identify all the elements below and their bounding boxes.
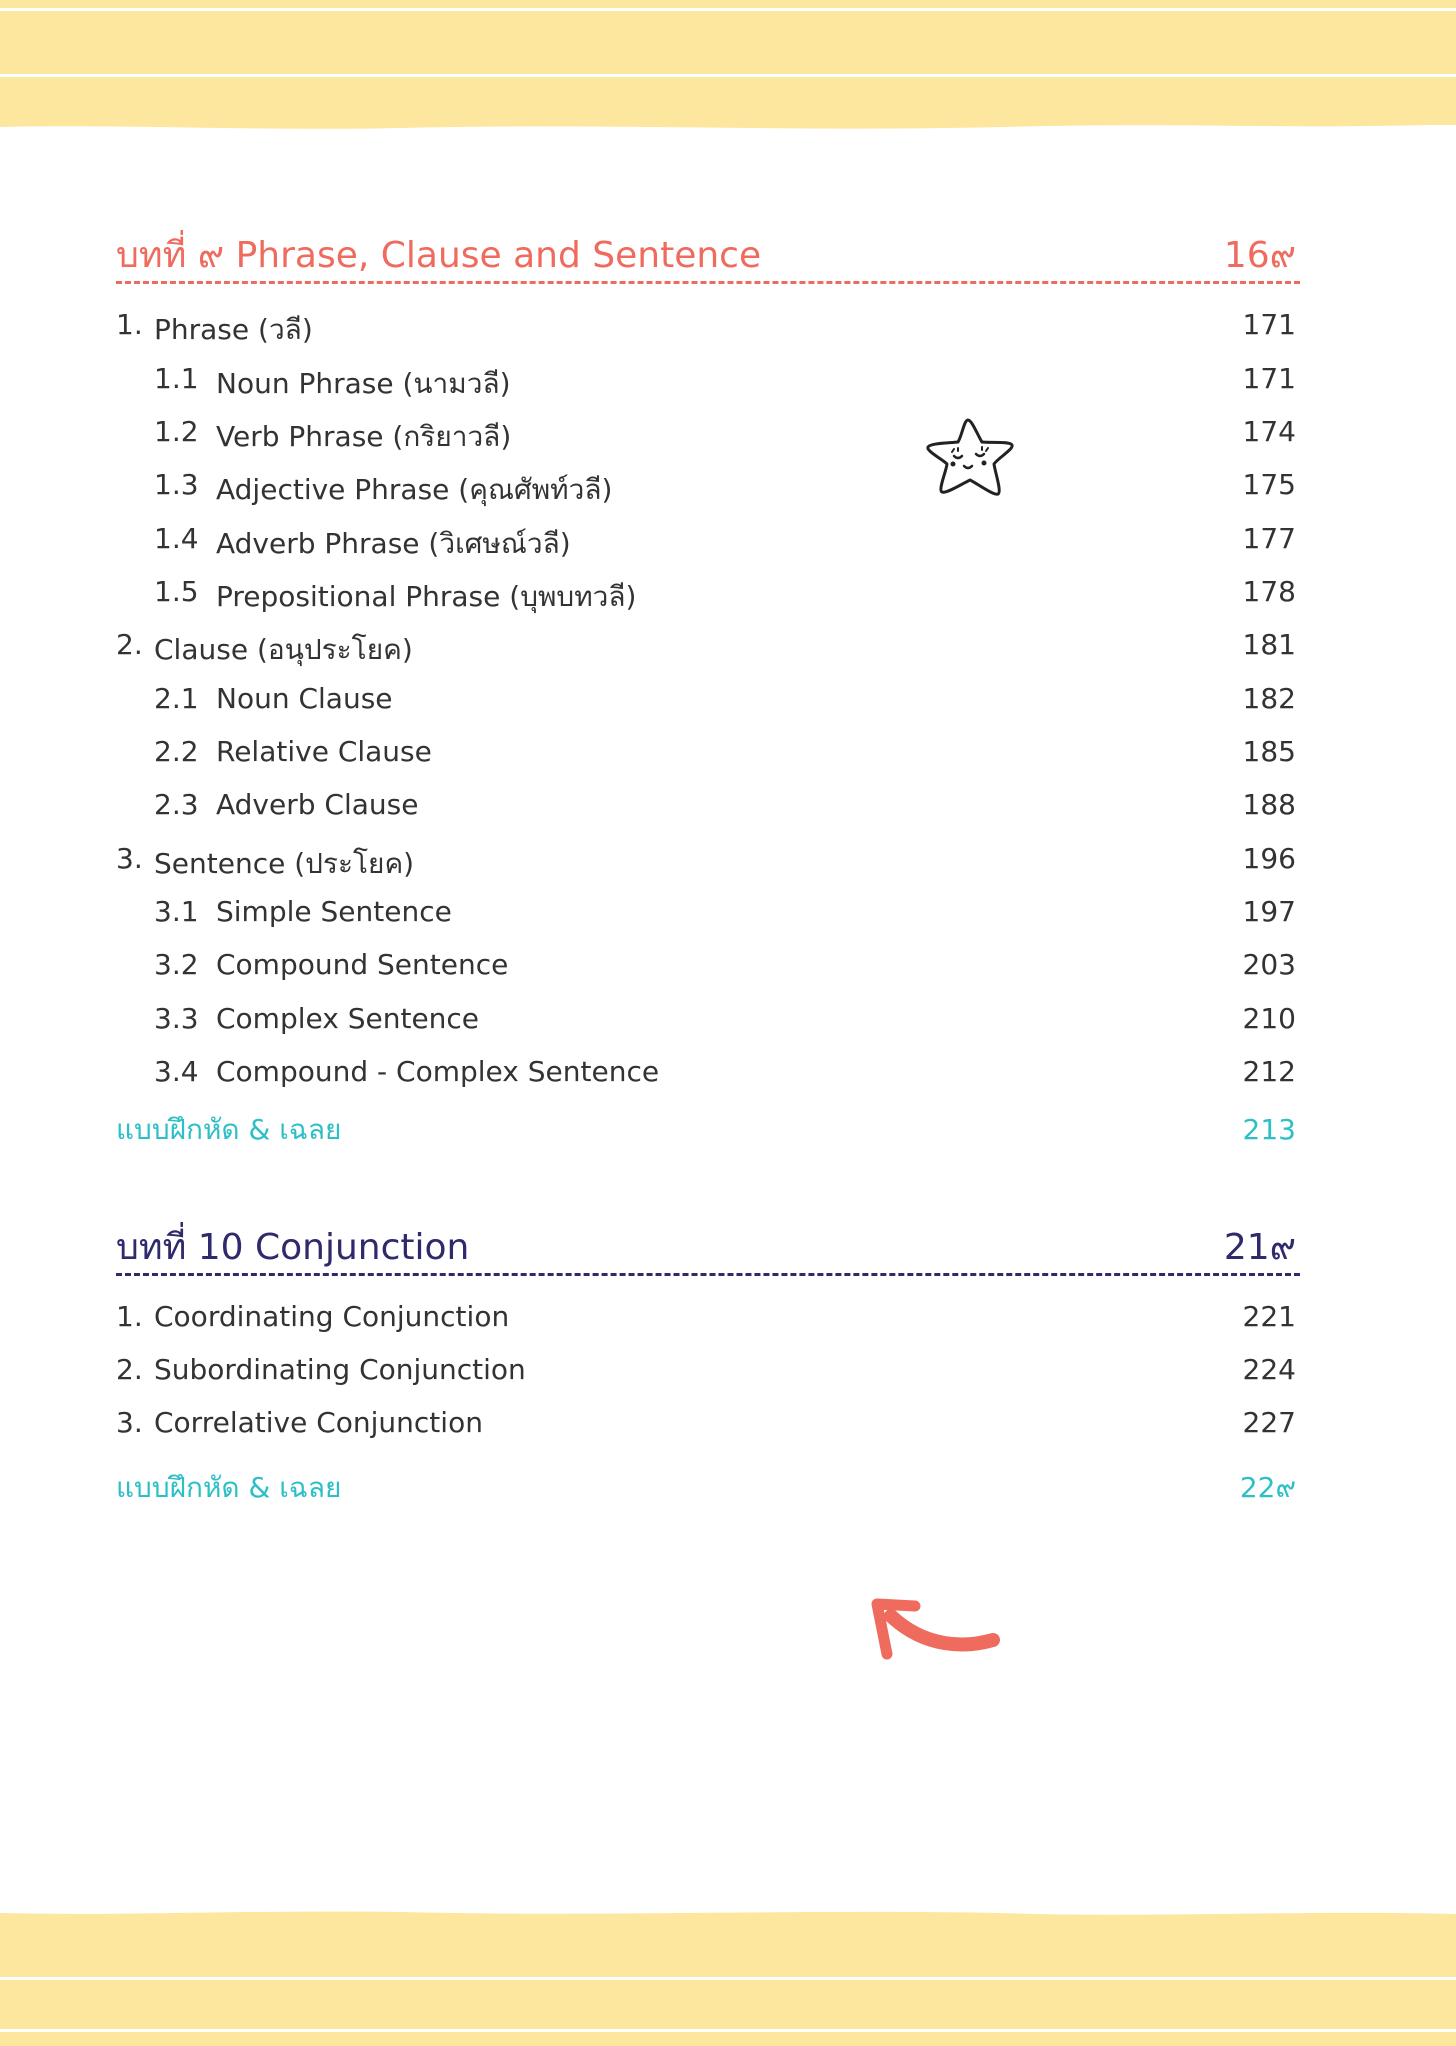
entry-page: 212: [1242, 1055, 1296, 1088]
toc-entry[interactable]: [116, 842, 1296, 886]
chapter-title: บทที่ ๙ Phrase, Clause and Sentence: [116, 235, 762, 276]
toc-entry[interactable]: [116, 1406, 1296, 1439]
entry-label: Compound Sentence: [216, 948, 509, 981]
entry-index: 1.: [116, 1300, 143, 1333]
entry-index: 2.2: [154, 735, 199, 768]
toc-entry[interactable]: [116, 895, 1296, 928]
entry-index: 1.5: [154, 575, 199, 608]
chapter-heading[interactable]: [116, 226, 1300, 283]
entry-page: 171: [1242, 308, 1296, 341]
entry-label: Correlative Conjunction: [154, 1406, 483, 1439]
entry-index: 2.1: [154, 682, 199, 715]
entry-label: Adverb Phrase (วิเศษณ์วลี): [216, 527, 571, 560]
entry-page: 171: [1242, 362, 1296, 395]
toc-entry[interactable]: [116, 1055, 1296, 1088]
entry-label: Simple Sentence: [216, 895, 452, 928]
entry-index: 3.: [116, 842, 143, 875]
toc-entry[interactable]: [116, 948, 1296, 981]
toc-entry[interactable]: [116, 788, 1296, 821]
chapter-page: 21๙: [1223, 1227, 1296, 1268]
entry-index: 2.3: [154, 788, 199, 821]
star-icon: [920, 414, 1020, 500]
entry-page: 185: [1242, 735, 1296, 768]
entry-page: 188: [1242, 788, 1296, 821]
entry-page: 221: [1242, 1300, 1296, 1333]
entry-index: 3.3: [154, 1002, 199, 1035]
entry-label: Relative Clause: [216, 735, 432, 768]
entry-page: 178: [1242, 575, 1296, 608]
entry-label: Sentence (ประโยค): [154, 847, 415, 880]
entry-index: 1.4: [154, 522, 199, 555]
entry-page: 197: [1242, 895, 1296, 928]
curved-arrow-icon: [855, 1592, 1005, 1668]
entry-index: 1.1: [154, 362, 199, 395]
toc-entry[interactable]: [116, 682, 1296, 715]
entry-page: 177: [1242, 522, 1296, 555]
entry-page: 224: [1242, 1353, 1296, 1386]
entry-index: 3.4: [154, 1055, 199, 1088]
entry-label: Phrase (วลี): [154, 313, 313, 346]
entry-label: Prepositional Phrase (บุพบทวลี): [216, 580, 637, 613]
entry-page: 181: [1242, 628, 1296, 661]
entry-index: 1.: [116, 308, 143, 341]
entry-label: Noun Clause: [216, 682, 393, 715]
band-stripe: [0, 2029, 1456, 2032]
entry-index: 3.1: [154, 895, 199, 928]
toc-entry[interactable]: [116, 415, 1296, 459]
entry-page: 210: [1242, 1002, 1296, 1035]
toc-entry[interactable]: [116, 308, 1296, 352]
entry-page: 203: [1242, 948, 1296, 981]
chapter-heading[interactable]: [116, 1218, 1300, 1275]
toc-entry[interactable]: [116, 575, 1296, 619]
chapter-page: 16๙: [1223, 235, 1296, 276]
exercise-page: 22๙: [1239, 1471, 1296, 1504]
entry-label: Verb Phrase (กริยาวลี): [216, 420, 512, 453]
top-band: [0, 0, 1456, 125]
entry-label: Complex Sentence: [216, 1002, 480, 1035]
toc-entry[interactable]: [116, 628, 1296, 672]
entry-label: Adverb Clause: [216, 788, 419, 821]
entry-page: 174: [1242, 415, 1296, 448]
bottom-band: [0, 1917, 1456, 2046]
dashed-divider: [116, 1273, 1300, 1276]
entry-index: 1.3: [154, 468, 199, 501]
entry-page: 196: [1242, 842, 1296, 875]
band-stripe: [0, 8, 1456, 11]
toc-entry[interactable]: [116, 735, 1296, 768]
band-stripe: [0, 74, 1456, 77]
entry-page: 182: [1242, 682, 1296, 715]
entry-index: 3.: [116, 1406, 143, 1439]
exercise-label: แบบฝึกหัด & เฉลย: [116, 1471, 342, 1504]
toc-entry[interactable]: [116, 1300, 1296, 1333]
entry-page: 175: [1242, 468, 1296, 501]
toc-entry[interactable]: [116, 1353, 1296, 1386]
entry-index: 2.: [116, 628, 143, 661]
toc-entry[interactable]: [116, 1002, 1296, 1035]
exercise-entry[interactable]: [116, 1108, 1296, 1152]
entry-label: Subordinating Conjunction: [154, 1353, 526, 1386]
exercise-page: 213: [1242, 1113, 1296, 1146]
entry-label: Coordinating Conjunction: [154, 1300, 510, 1333]
toc-entry[interactable]: [116, 522, 1296, 566]
entry-page: 227: [1242, 1406, 1296, 1439]
chapter-title: บทที่ 10 Conjunction: [116, 1227, 470, 1268]
toc-entry[interactable]: [116, 468, 1296, 512]
top-band-edge: [0, 118, 1456, 134]
band-stripe: [0, 1977, 1456, 1980]
exercise-entry[interactable]: [116, 1466, 1296, 1510]
entry-index: 3.2: [154, 948, 199, 981]
entry-index: 2.: [116, 1353, 143, 1386]
toc-entry[interactable]: [116, 362, 1296, 406]
dashed-divider: [116, 281, 1300, 284]
exercise-label: แบบฝึกหัด & เฉลย: [116, 1113, 342, 1146]
entry-label: Adjective Phrase (คุณศัพท์วลี): [216, 473, 613, 506]
entry-label: Noun Phrase (นามวลี): [216, 367, 511, 400]
entry-label: Clause (อนุประโยค): [154, 633, 413, 666]
entry-index: 1.2: [154, 415, 199, 448]
entry-label: Compound - Complex Sentence: [216, 1055, 660, 1088]
